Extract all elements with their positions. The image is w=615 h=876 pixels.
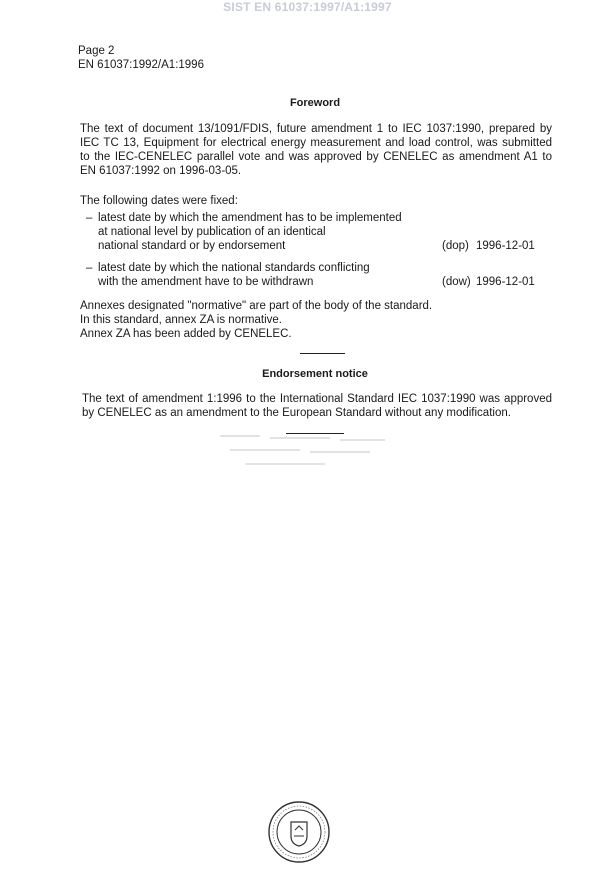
date-item-dop (86, 211, 546, 253)
page-number: Page 2 (78, 45, 115, 57)
foreword-line: The text of document 13/1091/FDIS, future amendment 1 to IEC 1037:1990, prepared by (80, 123, 552, 135)
divider (300, 353, 345, 354)
list-dash: – (86, 212, 93, 224)
date-item-line: at national level by publication of an identical (98, 226, 326, 238)
foreword-line: to the IEC-CENELEC parallel vote and was approved by CENELEC as amendment A1 to (80, 151, 552, 163)
date-item-line: national standard or by endorsement (98, 240, 286, 252)
official-seal-icon (267, 800, 331, 864)
watermark: SIST EN 61037:1997/A1:1997 (223, 0, 392, 14)
annex-line: Annex ZA has been added by CENELEC. (80, 328, 292, 340)
date-item-line: latest date by which the national standards conflicting (98, 262, 370, 274)
dates-intro: The following dates were fixed: (80, 195, 238, 207)
foreword-title: Foreword (289, 97, 341, 109)
date-item-line: with the amendment have to be withdrawn (98, 276, 314, 288)
date-code: (dop) (442, 240, 469, 252)
date-item-text (98, 211, 433, 253)
foreword-paragraph (80, 122, 552, 178)
page-header (78, 44, 204, 72)
endorsement-line: The text of amendment 1:1996 to the International Standard IEC 1037:1990 was approved (82, 393, 552, 405)
list-dash: – (86, 262, 93, 274)
date-code: (dow) (442, 276, 471, 288)
date-value: 1996-12-01 (476, 276, 535, 288)
foreword-line: IEC TC 13, Equipment for electrical energy measurement and load control, was submitted (80, 137, 552, 149)
endorsement-line: by CENELEC as an amendment to the European Standard without any modification. (82, 407, 511, 419)
annex-line: In this standard, annex ZA is normative. (80, 314, 282, 326)
date-item-text (98, 261, 433, 289)
foreword-line: EN 61037:1992 on 1996-03-05. (80, 165, 242, 177)
date-item-line: latest date by which the amendment has to be implemented (98, 212, 402, 224)
endorsement-title: Endorsement notice (262, 368, 368, 380)
date-value: 1996-12-01 (476, 240, 535, 252)
faint-stamp-smudge (210, 425, 400, 485)
endorsement-paragraph (82, 392, 552, 420)
annex-paragraph (80, 299, 552, 341)
standard-number: EN 61037:1992/A1:1996 (78, 59, 204, 71)
annex-line: Annexes designated "normative" are part of the body of the standard. (80, 300, 433, 312)
date-item-dow (86, 261, 546, 289)
